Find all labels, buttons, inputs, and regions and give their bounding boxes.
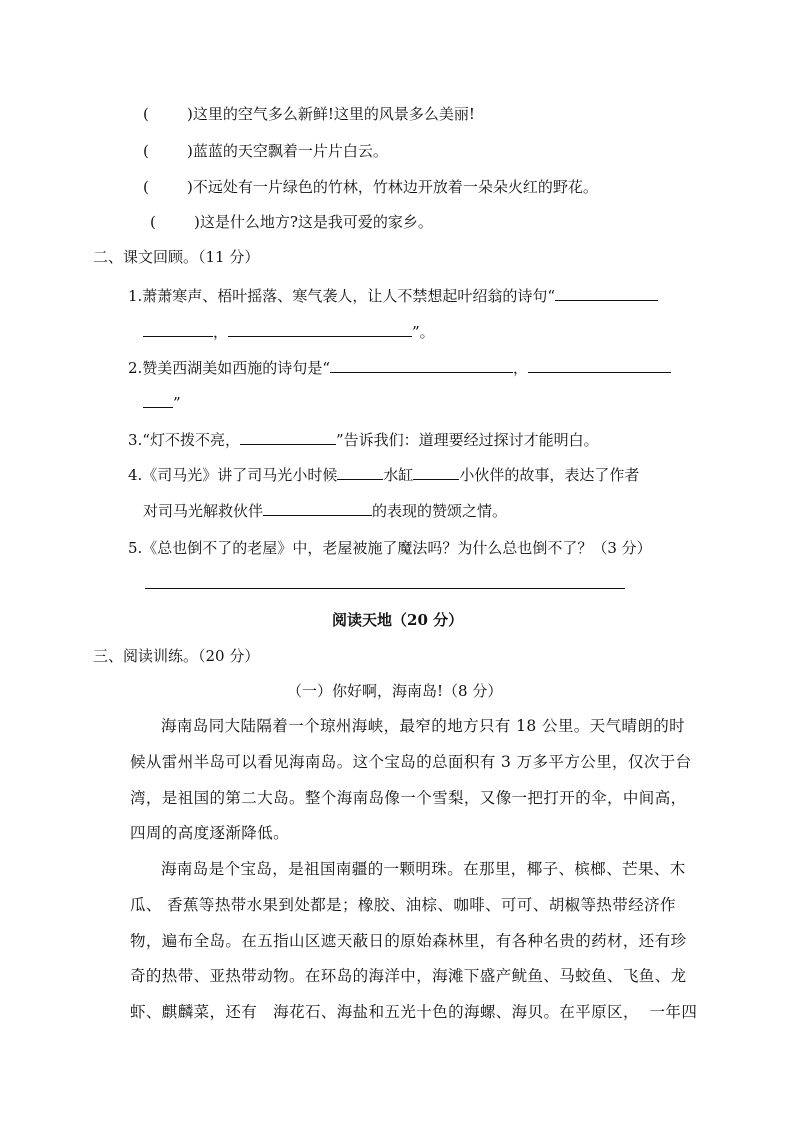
q1-end: ”。 bbox=[412, 323, 435, 341]
question-3 bbox=[128, 430, 599, 450]
q2-text: 2.赞美西湖美如西施的诗句是“ bbox=[128, 359, 330, 377]
passage-line-5: 海南岛是个宝岛，是祖国南疆的一颗明珠。在那里，椰子、槟榔、芒果、木 bbox=[161, 860, 686, 878]
q5-answer-line[interactable] bbox=[145, 588, 625, 589]
question-1-line-1 bbox=[128, 286, 658, 306]
q2-answer-blank-2[interactable] bbox=[528, 358, 671, 373]
q4-answer-blank-2[interactable] bbox=[413, 465, 459, 480]
question-1-line-2 bbox=[143, 322, 435, 342]
question-5: 5.《总也倒不了的老屋》中，老屋被施了魔法吗？为什么总也倒不了？（3 分） bbox=[128, 539, 652, 557]
section3-heading: 三、阅读训练。（20 分） bbox=[93, 647, 260, 665]
section2-heading: 二、课文回顾。（11 分） bbox=[93, 248, 260, 266]
q1-sep: ， bbox=[213, 323, 229, 341]
order-item-4 bbox=[150, 212, 433, 232]
q2-end: ” bbox=[173, 394, 181, 412]
passage-title: （一）你好啊，海南岛!（8 分） bbox=[287, 682, 503, 700]
passage-line-8: 奇的热带、亚热带动物。在环岛的海洋中，海滩下盛产鱿鱼、马蛟鱼、飞鱼、龙 bbox=[130, 967, 687, 985]
q2-answer-blank-1[interactable] bbox=[330, 358, 513, 373]
q2-answer-blank-3[interactable] bbox=[143, 393, 173, 408]
order-item-3 bbox=[143, 177, 598, 197]
question-4-line-2 bbox=[143, 501, 507, 521]
q3-text-a: 3.“灯不拨不亮， bbox=[128, 431, 240, 449]
q4-answer-blank-1[interactable] bbox=[337, 465, 383, 480]
passage-line-6: 瓜、 香蕉等热带水果到处都是；橡胶、油棕、咖啡、可可、胡椒等热带经济作 bbox=[130, 896, 676, 914]
order-item-2 bbox=[143, 141, 388, 161]
reading-banner: 阅读天地（20 分） bbox=[332, 611, 464, 629]
order-paren[interactable]: ( ) bbox=[143, 105, 193, 123]
q4-answer-blank-3[interactable] bbox=[263, 501, 372, 516]
passage-line-2: 候从雷州半岛可以看见海南岛。这个宝岛的总面积有 3 万多平方公里，仅次于台 bbox=[130, 753, 692, 771]
q1-answer-blank-2[interactable] bbox=[143, 322, 213, 337]
order-text: 不远处有一片绿色的竹林，竹林边开放着一朵朵火红的野花。 bbox=[192, 178, 598, 196]
order-text: 这里的空气多么新鲜!这里的风景多么美丽! bbox=[192, 105, 475, 123]
q3-answer-blank[interactable] bbox=[240, 430, 336, 445]
question-2-line-1 bbox=[128, 358, 671, 378]
q3-text-b: ”告诉我们：道理要经过探讨才能明白。 bbox=[335, 431, 599, 449]
question-2-line-2 bbox=[143, 393, 181, 413]
q4-text-e: 的表现的赞颂之情。 bbox=[372, 502, 508, 520]
passage-line-9: 虾、麒麟菜，还有 海花石、海盐和五光十色的海螺、海贝。在平原区， 一年四 bbox=[130, 1003, 698, 1021]
q4-text-b: 水缸 bbox=[383, 466, 414, 484]
passage-line-4: 四周的高度逐渐降低。 bbox=[130, 824, 290, 842]
order-paren[interactable]: ( ) bbox=[143, 142, 193, 160]
q1-text: 1.萧萧寒声、梧叶摇落、寒气袭人，让人不禁想起叶绍翁的诗句“ bbox=[128, 287, 555, 305]
order-paren[interactable]: ( ) bbox=[143, 178, 193, 196]
q4-text-a: 4.《司马光》讲了司马光小时候 bbox=[128, 466, 338, 484]
order-paren[interactable]: ( ) bbox=[150, 213, 200, 231]
q4-text-d: 对司马光解救伙伴 bbox=[143, 502, 264, 520]
passage-line-7: 物，遍布全岛。在五指山区遮天蔽日的原始森林里，有各种名贵的药材，还有珍 bbox=[130, 932, 687, 950]
q1-answer-blank-1[interactable] bbox=[555, 286, 658, 301]
order-text: 蓝蓝的天空飘着一片片白云。 bbox=[192, 142, 388, 160]
order-item-1 bbox=[143, 104, 475, 124]
passage-line-3: 湾，是祖国的第二大岛。整个海南岛像一个雪梨，又像一把打开的伞，中间高， bbox=[130, 789, 687, 807]
question-4-line-1 bbox=[128, 465, 639, 485]
order-text: 这是什么地方?这是我可爱的家乡。 bbox=[199, 213, 433, 231]
q4-text-c: 小伙伴的故事，表达了作者 bbox=[459, 466, 640, 484]
passage-line-1: 海南岛同大陆隔着一个琼州海峡，最窄的地方只有 18 公里。天气晴朗的时 bbox=[161, 717, 686, 735]
q2-sep: ， bbox=[512, 359, 528, 377]
q1-answer-blank-3[interactable] bbox=[228, 322, 412, 337]
